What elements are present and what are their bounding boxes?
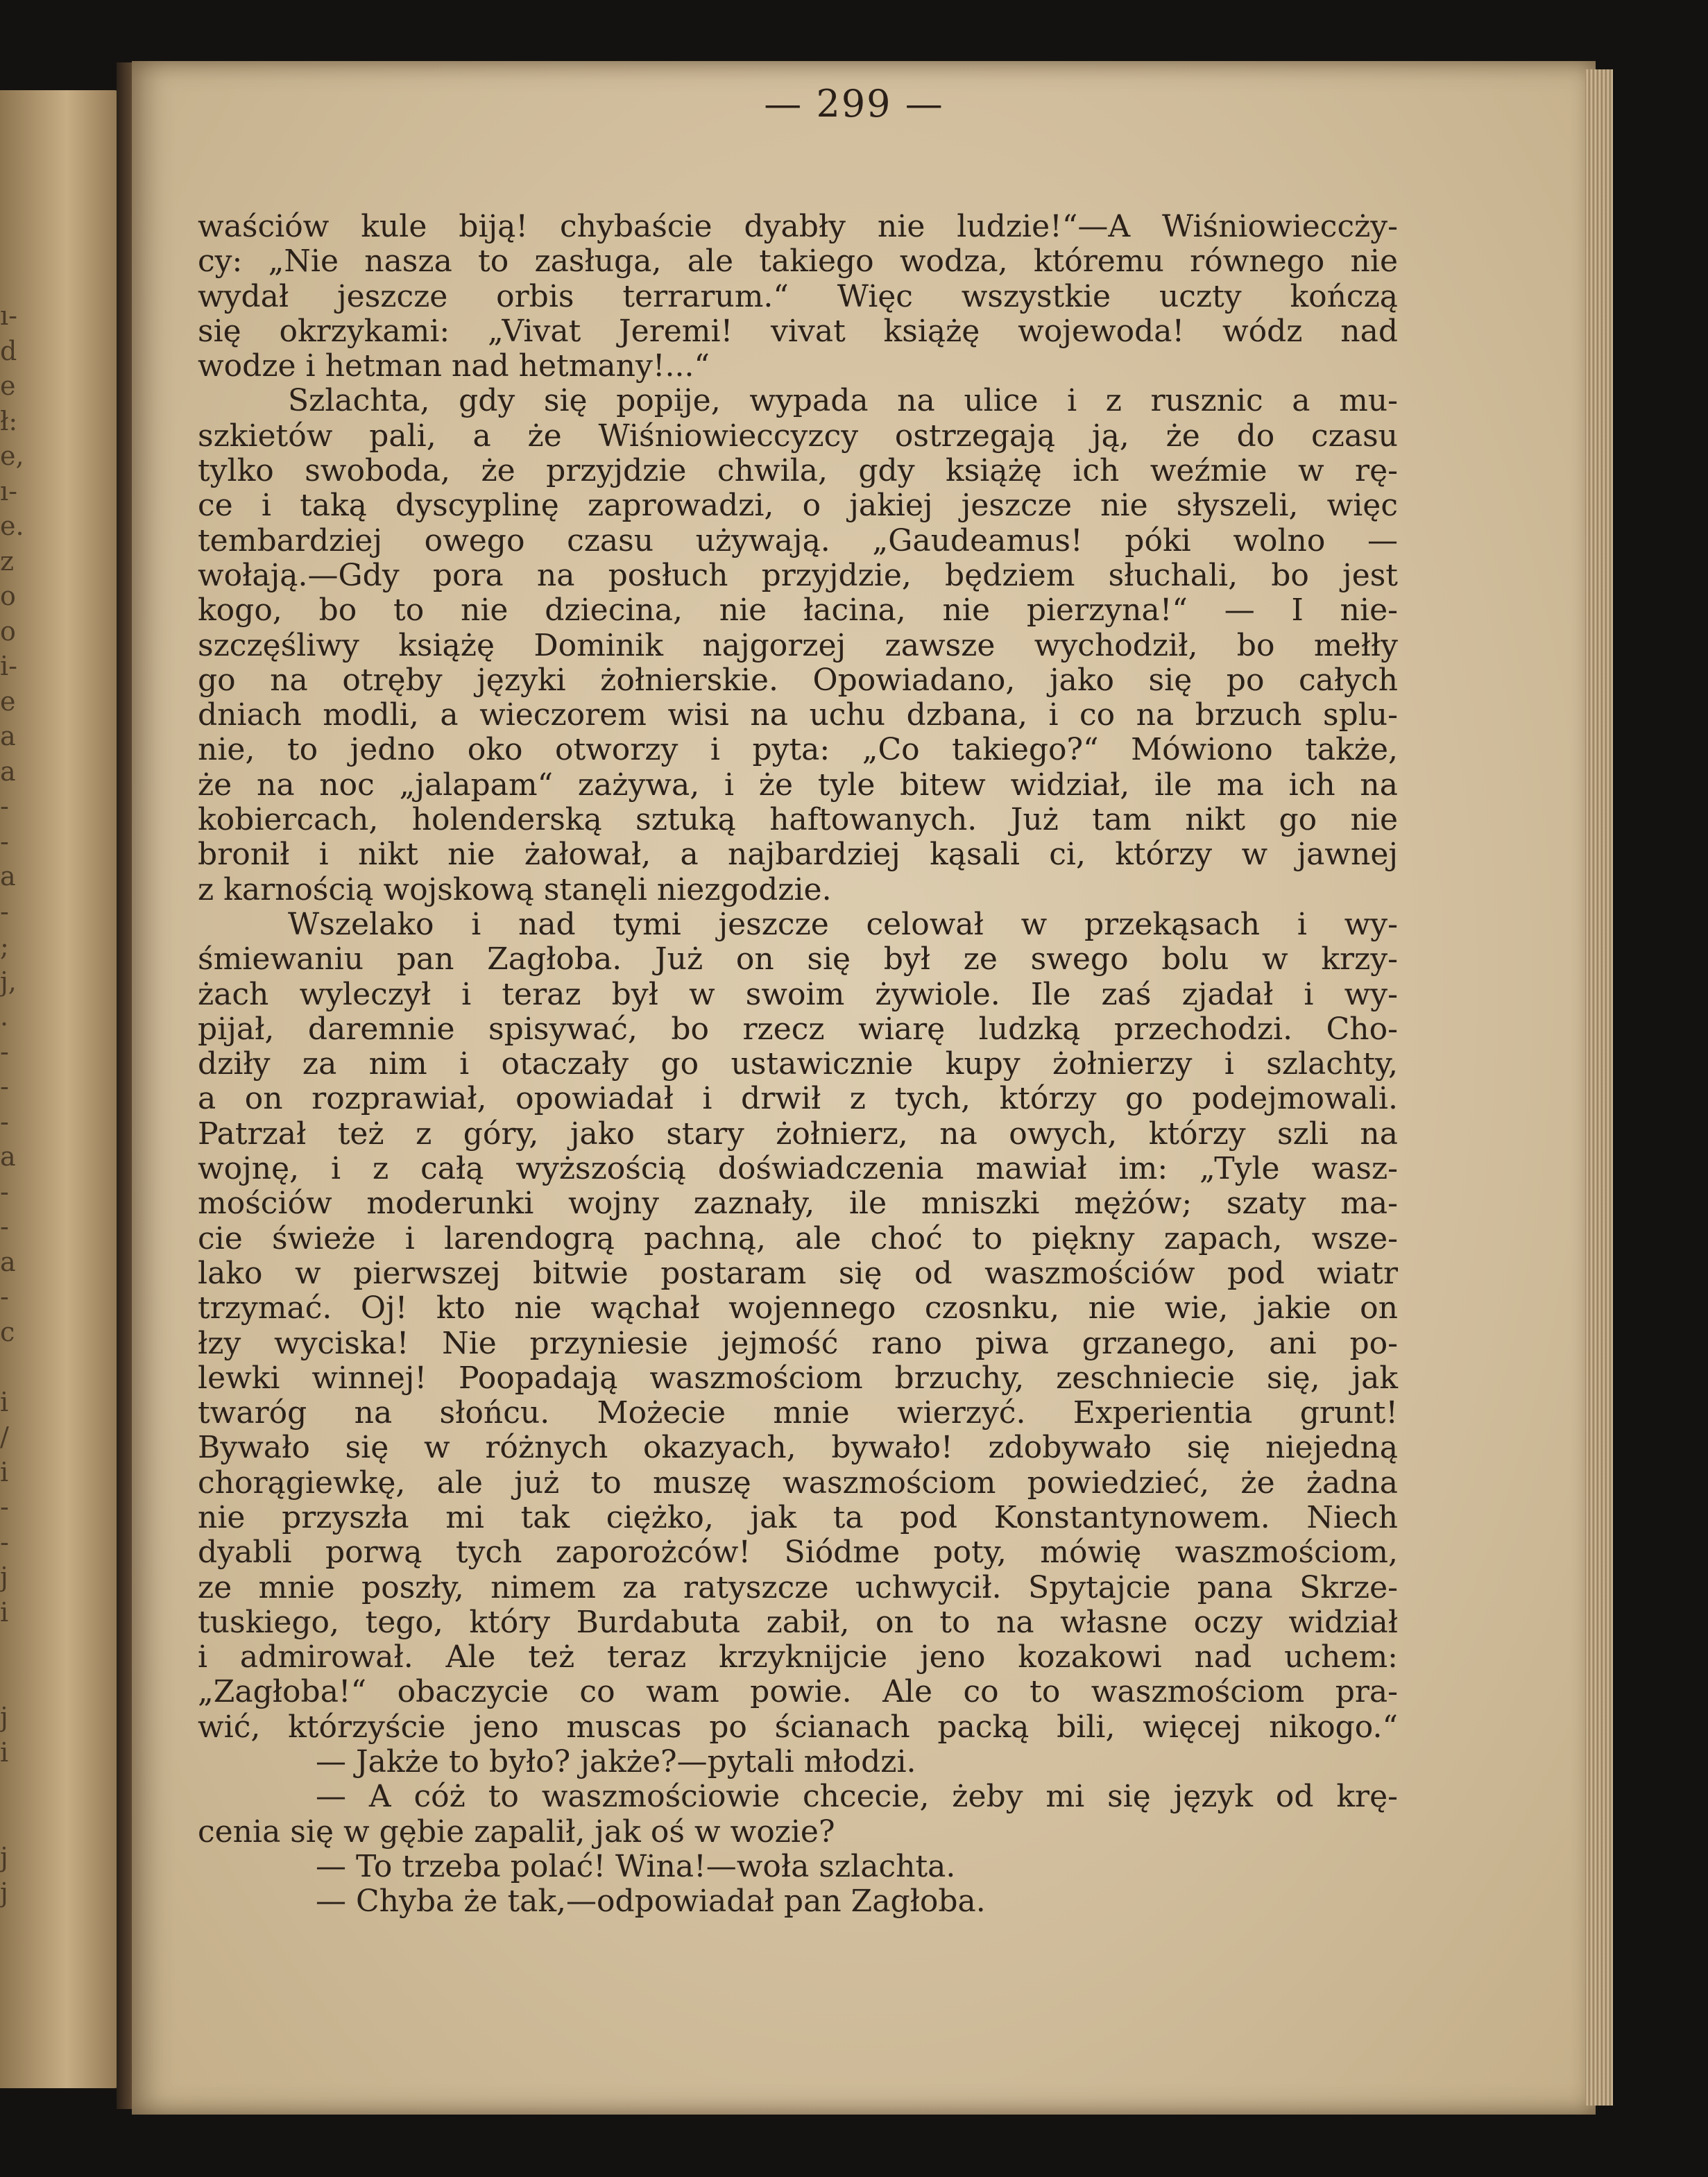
text-line: łzy wyciska! Nie przyniesie jejmość rano piwa grzanego, ani po- — [198, 1325, 1398, 1361]
text-line: — To trzeba polać! Wina!—woła szlachta. — [316, 1848, 956, 1884]
left-margin-char: j, — [0, 966, 17, 997]
text-line: — Jakże to było? jakże?—pytali młodzi. — [316, 1744, 916, 1780]
page-stack-edge — [1585, 69, 1613, 2106]
left-margin-char: z — [0, 545, 15, 577]
left-margin-char: ı- — [0, 300, 17, 331]
left-margin-char: - — [0, 1176, 9, 1207]
left-margin-char: i — [0, 1386, 9, 1417]
left-margin-char: - — [0, 826, 9, 857]
left-margin-char: c — [0, 1316, 15, 1347]
text-line: a on rozprawiał, opowiadał i drwił z tych, którzy go podejmowali. — [198, 1081, 1398, 1117]
text-line: tuskiego, tego, który Burdabuta zabił, on to na własne oczy widział — [198, 1604, 1398, 1640]
text-line: cie świeże i larendogrą pachną, ale choć to piękny zapach, wsze- — [198, 1220, 1398, 1256]
left-margin-char: - — [0, 1211, 9, 1242]
left-margin-char — [0, 1805, 25, 1841]
left-margin-char — [0, 1945, 25, 1981]
text-line: dniach modli, a wieczorem wisi na uchu dzbana, i co na brzuch splu- — [198, 697, 1398, 733]
text-line: żach wyleczył i teraz był w swoim żywiole. Ile zaś zjadał i wy- — [198, 976, 1398, 1012]
left-margin-char: - — [0, 1071, 9, 1102]
left-margin-char: i — [0, 1456, 9, 1487]
left-margin-char: j — [0, 1877, 8, 1908]
text-line: Patrzał też z góry, jako stary żołnierz, na owych, którzy szli na — [198, 1116, 1398, 1152]
text-line: wołają.—Gdy pora na posłuch przyjdzie, będziem słuchali, bo jest — [198, 557, 1398, 593]
left-margin-char: - — [0, 1492, 9, 1522]
left-margin-char: a — [0, 1141, 16, 1172]
text-line: bronił i nikt nie żałował, a najbardziej kąsali ci, którzy w jawnej — [198, 837, 1398, 873]
body-text — [198, 210, 1398, 1920]
text-line: i admirował. Ale też teraz krzyknijcie jeno kozakowi nad uchem: — [198, 1639, 1398, 1675]
text-line: Szlachta, gdy się popije, wypada na ulice i z rusznic a mu- — [288, 383, 1398, 419]
text-line: lewki winnej! Poopadają waszmościom brzuchy, zeschniecie się, jak — [198, 1360, 1398, 1396]
text-line: śmiewaniu pan Zagłoba. Już on się był ze swego bolu w krzy- — [198, 941, 1398, 977]
left-margin-char — [0, 1349, 25, 1385]
text-line: go na otręby języki żołnierskie. Opowiadano, jako się po całych — [198, 662, 1398, 698]
left-margin-char: e, — [0, 441, 24, 471]
text-line: że na noc „jalapam“ zażywa, i że tyle bitew widział, ile ma ich na — [198, 767, 1398, 803]
text-line: twaróg na słońcu. Możecie mnie wierzyć. Experientia grunt! — [198, 1395, 1398, 1431]
left-margin-char: - — [0, 896, 9, 927]
text-line: wojnę, i z całą wyższością doświadczenia mawiał im: „Tyle wasz- — [198, 1151, 1398, 1187]
left-margin-char: a — [0, 1246, 16, 1277]
text-line: mościów moderunki wojny zaznały, ile mniszki mężów; szaty ma- — [198, 1186, 1398, 1222]
text-line: Wszelako i nad tymi jeszcze celował w przekąsach i wy- — [288, 906, 1398, 942]
left-margin-char: - — [0, 1526, 9, 1557]
text-line: lako w pierwszej bitwie postaram się od waszmościów pod wiatr — [198, 1255, 1398, 1291]
left-margin-char — [0, 1665, 25, 1700]
text-line: ce i taką dyscyplinę zaprowadzi, o jakiej jeszcze nie słyszeli, więc — [198, 488, 1398, 524]
left-margin-char: - — [0, 1281, 9, 1312]
text-line: tembardziej owego czasu używają. „Gaudeamus! póki wolno — — [198, 522, 1398, 558]
left-margin-char: ı- — [0, 475, 17, 506]
left-margin-char: ł: — [0, 405, 18, 436]
text-line: wić, którzyście jeno muscas po ścianach packą bili, więcej nikogo.“ — [198, 1709, 1398, 1745]
left-margin-char: i — [0, 1736, 9, 1768]
left-margin-char: o — [0, 581, 16, 611]
text-line: cy: „Nie nasza to zasługa, ale takiego wodza, któremu równego nie — [198, 244, 1398, 280]
left-margin-char: d — [0, 335, 17, 366]
text-line: waściów kule biją! chybaście dyabły nie ludzie!“—A Wiśniowieccży- — [198, 209, 1398, 244]
text-line: się okrzykami: „Vivat Jeremi! vivat książę wojewoda! wódz nad — [198, 313, 1398, 349]
text-line: dziły za nim i otaczały go ustawicznie kupy żołnierzy i szlachty, — [198, 1046, 1398, 1082]
text-line: nie, to jedno oko otworzy i pyta: „Co takiego?“ Mówiono także, — [198, 732, 1398, 768]
text-line: chorągiewkę, ale już to muszę waszmościom powiedzieć, że żadna — [198, 1465, 1398, 1501]
left-margin-char: - — [0, 1106, 9, 1137]
text-line: kobiercach, holenderską sztuką haftowanych. Już tam nikt go nie — [198, 802, 1398, 838]
left-margin-char: o — [0, 615, 16, 647]
left-margin-char: ; — [0, 931, 9, 962]
left-margin-char: j — [0, 1702, 8, 1732]
text-line: kogo, bo to nie dziecina, nie łacina, nie pierzyna!“ — I nie- — [198, 592, 1398, 629]
left-margin-char: a — [0, 861, 16, 891]
left-margin-char: j — [0, 1842, 8, 1872]
left-margin-char: e — [0, 370, 16, 401]
left-margin-char: / — [0, 1422, 9, 1452]
text-line: cenia się w gębie zapalił, jak oś w wozie? — [198, 1813, 835, 1850]
left-margin-char: - — [0, 791, 9, 821]
left-margin-char — [0, 1980, 25, 2015]
text-line: dyabli porwą tych zaporożców! Siódme poty, mówię waszmościom, — [198, 1535, 1398, 1571]
text-line: — A cóż to waszmościowie chcecie, żeby mi się język od krę- — [316, 1779, 1398, 1815]
left-margin-char — [0, 1770, 25, 1805]
page-number: — 299 — — [764, 82, 944, 126]
left-margin-char: - — [0, 1036, 9, 1067]
text-line: pijał, daremnie spisywać, bo rzecz wiarę ludzką przechodzi. Cho- — [198, 1011, 1398, 1047]
left-margin-char: e — [0, 685, 16, 717]
text-line: tylko swoboda, że przyjdzie chwila, gdy książę ich weźmie w rę- — [198, 453, 1398, 489]
text-line: wodze i hetman nad hetmany!...“ — [198, 348, 710, 384]
text-line: — Chyba że tak,—odpowiadał pan Zagłoba. — [316, 1884, 986, 1920]
text-line: wydał jeszcze orbis terrarum.“ Więc wszystkie uczty kończą — [198, 278, 1398, 314]
left-page-edge — [0, 90, 121, 2088]
text-line: ze mnie poszły, nimem za ratyszcze uchwycił. Spytajcie pana Skrze- — [198, 1569, 1398, 1605]
text-line: szczęśliwy książę Dominik najgorzej zawsze wychodził, bo mełły — [198, 627, 1398, 663]
left-margin-char — [0, 1630, 25, 1665]
left-margin-char: i- — [0, 651, 17, 681]
left-margin-char: i — [0, 1596, 9, 1628]
left-margin-char: a — [0, 755, 16, 787]
left-page-margin-text — [0, 298, 25, 2015]
text-line: szkietów pali, a że Wiśniowieccyzcy ostrzegają ją, że do czasu — [198, 418, 1398, 454]
text-line: nie przyszła mi tak ciężko, jak ta pod Konstantynowem. Niech — [198, 1499, 1398, 1535]
text-line: „Zagłoba!“ obaczycie co wam powie. Ale co to waszmościom pra- — [198, 1674, 1398, 1710]
text-line: Bywało się w różnych okazyach, bywało! zdobywało się niejedną — [198, 1430, 1398, 1466]
text-line: trzymać. Oj! kto nie wąchał wojennego czosnku, nie wie, jakie on — [198, 1290, 1398, 1326]
text-line: z karnością wojskową stanęli niezgodzie. — [198, 871, 832, 907]
left-margin-char — [0, 1910, 25, 1945]
left-margin-char: a — [0, 721, 16, 751]
left-margin-char: e. — [0, 511, 24, 541]
left-margin-char: j — [0, 1562, 8, 1592]
left-margin-char: . — [0, 1001, 9, 1032]
